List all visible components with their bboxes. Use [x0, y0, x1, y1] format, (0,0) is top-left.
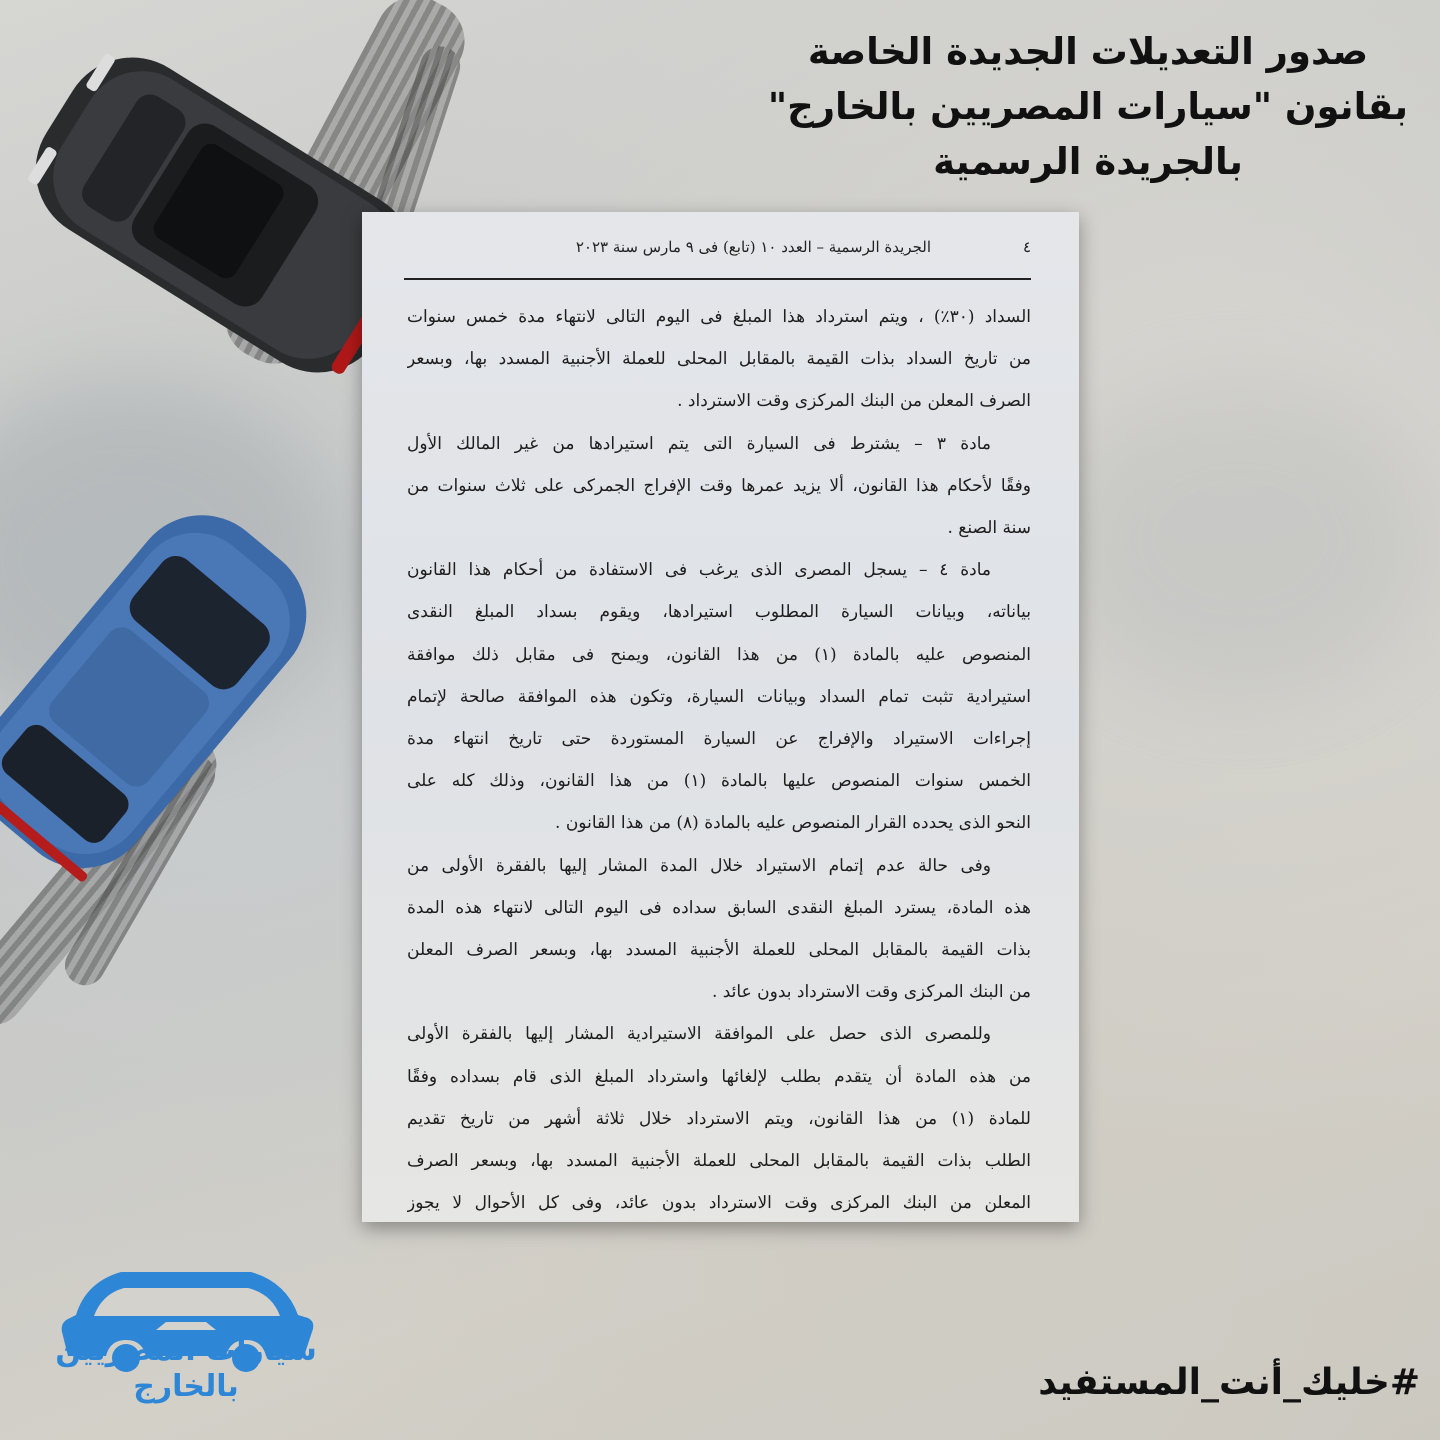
text-line: وفقًا لأحكام هذا القانون، ألا يزيد عمرها وقت الإفراج الجمركى على ثلاث سنوات من [407, 475, 1031, 496]
text-line: من تاريخ السداد بذات القيمة بالمقابل المحلى للعملة الأجنبية المسدد بها، وبسعر [407, 349, 1031, 370]
hashtag: #خليك_أنت_المستفيد [1038, 1362, 1420, 1403]
headline-line: بالجريدة الرسمية [933, 140, 1243, 183]
logo-text [48, 1333, 324, 1405]
text-line: مادة ٤ – يسجل المصرى الذى يرغب فى الاستفادة من أحكام هذا القانون [407, 560, 991, 581]
blue-car-image [0, 490, 350, 890]
text-line: وفى حالة عدم إتمام الاستيراد خلال المدة المشار إليها بالفقرة الأولى من [407, 855, 991, 876]
headline-line: بقانون "سيارات المصريين بالخارج" [767, 85, 1408, 128]
text-line: بياناته، وبيانات السيارة المطلوب استيرادها، ويقوم بسداد المبلغ النقدى [407, 602, 1031, 623]
text-line: وللمصرى الذى حصل على الموافقة الاستيرادية المشار إليها بالفقرة الأولى [407, 1024, 991, 1045]
text-line: المنصوص عليه بالمادة (١) من هذا القانون، ويمنح فى مقابل ذلك موافقة [407, 644, 1031, 665]
gazette-reference: الجريدة الرسمية – العدد ١٠ (تابع) فى ٩ مارس سنة ٢٠٢٣ [575, 238, 931, 256]
text-line: استيرادية تثبت تمام السداد وبيانات السيارة، وتكون هذه الموافقة صالحة لإتمام [407, 686, 1031, 707]
text-line: من البنك المركزى وقت الاسترداد بدون عائد . [711, 982, 1031, 1003]
text-line: السداد (٣٠٪) ، ويتم استرداد هذا المبلغ فى اليوم التالى لانتهاء مدة خمس سنوات [407, 307, 1031, 327]
headline [768, 24, 1408, 189]
header-divider [404, 278, 1031, 280]
text-line: بذات القيمة بالمقابل المحلى للعملة الأجنبية المسدد بها، وبسعر الصرف المعلن [407, 940, 1031, 961]
text-line: من هذه المادة أن يتقدم بطلب لإلغائها واسترداد المبلغ الذى قام بسداده وفقًا [407, 1066, 1031, 1087]
headline-line: صدور التعديلات الجديدة الخاصة [807, 30, 1369, 73]
text-line: الطلب بذات القيمة بالمقابل المحلى للعملة الأجنبية المسدد بها، وبسعر الصرف [407, 1151, 1031, 1172]
background-shade [1050, 380, 1430, 700]
text-line: الصرف المعلن من البنك المركزى وقت الاسترداد . [677, 391, 1031, 412]
text-line: النحو الذى يحدده القرار المنصوص عليه بالمادة (٨) من هذا القانون . [555, 813, 1031, 834]
gazette-page [362, 212, 1079, 1222]
text-line: للمادة (١) من هذا القانون، ويتم الاسترداد خلال ثلاثة أشهر من تاريخ تقديم [407, 1108, 1031, 1129]
gazette-header [407, 238, 1031, 262]
text-line: إجراءات الاستيراد والإفراج عن السيارة المستوردة حتى تاريخ انتهاء مدة [407, 729, 1031, 750]
text-line: سنة الصنع . [947, 518, 1031, 539]
logo-line: سيارات المصريين [55, 1333, 317, 1368]
text-line: الخمس سنوات المنصوص عليها بالمادة (١) من هذا القانون، وذلك كله على [407, 771, 1031, 792]
text-line: مادة ٣ – يشترط فى السيارة التى يتم استيرادها من غير المالك الأول [407, 433, 991, 454]
logo-line: بالخارج [133, 1369, 239, 1404]
gazette-text [407, 296, 1031, 1222]
page-number: ٤ [1022, 238, 1031, 256]
text-line: المعلن من البنك المركزى وقت الاسترداد بدون عائد، وفى كل الأحوال لا يجوز [407, 1193, 1031, 1214]
text-line: هذه المادة، يسترد المبلغ النقدى السابق سداده فى اليوم التالى لانتهاء هذه المدة [407, 897, 1031, 918]
